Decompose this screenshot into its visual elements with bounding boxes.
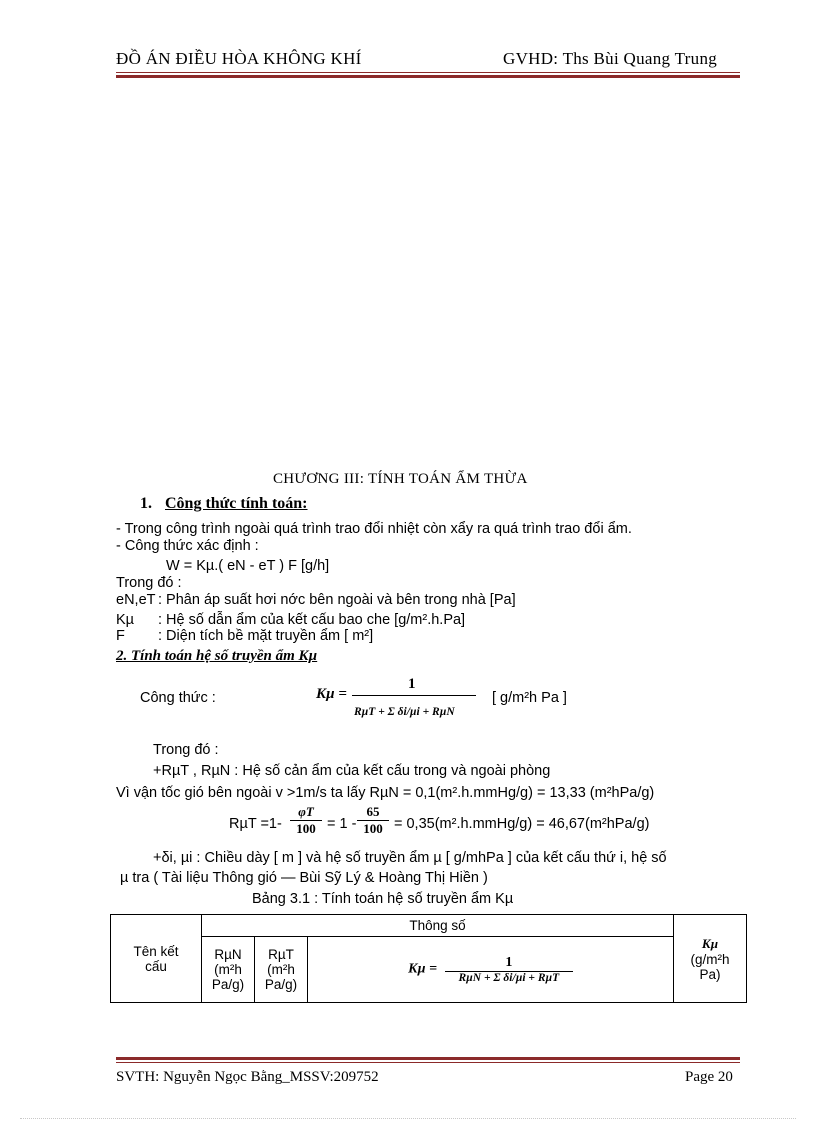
rt-prefix: RµT =1- (229, 816, 282, 832)
rmn-header: RµN (m²h Pa/g) (202, 937, 255, 1003)
rt-fraction-1 (290, 804, 322, 837)
k-formula-lhs: Kµ = (316, 686, 347, 702)
def-k-text: : Hệ số dẫn ẩm của kết cấu bao che [g/m².h.Pa] (158, 612, 466, 628)
rt-frac1-den: 100 (296, 821, 316, 836)
def-e-symbol: eN,eT (116, 592, 156, 608)
section1-number: 1. (140, 495, 152, 512)
k-formula-cell (308, 937, 674, 1003)
intro-line: - Trong công trình ngoài quá trình trao đổi nhiệt còn xẩy ra quá trình trao đổi ẩm. (116, 521, 632, 537)
rt-result: = 0,35(m².h.mmHg/g) = 46,67(m²hPa/g) (394, 816, 650, 832)
table-k-lhs: Kµ = (408, 961, 438, 977)
rt-frac2-den: 100 (363, 821, 383, 836)
rt-frac1-num: φT (290, 804, 322, 821)
chapter-title: CHƯƠNG III: TÍNH TOÁN ẨM THỪA (273, 471, 528, 487)
section2-title: 2. Tính toán hệ số truyền ẩm Kµ (116, 648, 318, 664)
table-k-num: 1 (445, 955, 573, 972)
footer-page-number: Page 20 (685, 1069, 733, 1085)
k-col-symbol: Kµ (701, 935, 719, 951)
k-column-header (674, 915, 747, 1003)
rt-frac2-num: 65 (357, 804, 389, 821)
page-edge-dots (20, 1118, 796, 1119)
def-f-symbol: F (116, 628, 125, 644)
k-formula-fraction-bar (352, 695, 476, 696)
k-formula-numerator: 1 (408, 676, 416, 692)
rmt-header: RµT (m²h Pa/g) (255, 937, 308, 1003)
k-col-unit: (g/m²h Pa) (690, 951, 730, 982)
velocity-line: Vì vận tốc gió bên ngoài v >1m/s ta lấy RµN = 0,1(m².h.mmHg/g) = 13,33 (m²hPa/g) (116, 785, 655, 801)
moisture-formula: W = Kµ.( eN - eT ) F [g/h] (166, 558, 330, 574)
formula-intro: - Công thức xác định : (116, 538, 259, 554)
col-name-header: Tên kết cấu (111, 915, 202, 1003)
header-rule-top (116, 72, 740, 73)
trong-do-2: Trong đó : (153, 742, 219, 758)
footer-rule-bottom (116, 1062, 740, 1063)
table-k-den: RµN + Σ δi/µi + RµT (458, 972, 560, 984)
header-left: ĐỒ ÁN ĐIỀU HÒA KHÔNG KHÍ (116, 49, 362, 68)
table-caption: Bảng 3.1 : Tính toán hệ số truyền ẩm Kµ (252, 891, 514, 907)
rt-fraction-2 (357, 804, 389, 837)
group-header: Thông số (202, 915, 674, 937)
delta-line: +δi, µi : Chiều dày [ m ] và hệ số truyền ẩm µ [ g/mhPa ] của kết cấu thứ i, hệ số (153, 850, 667, 866)
header-right: GVHD: Ths Bùi Quang Trung (503, 49, 718, 68)
mu-source-line: µ tra ( Tài liệu Thông gió — Bùi Sỹ Lý & Hoàng Thị Hiền ) (120, 870, 488, 886)
def-f-text: : Diện tích bề mặt truyền ẩm [ m²] (158, 628, 374, 644)
header-rule-bottom (116, 75, 740, 78)
table-k-fraction (445, 955, 573, 984)
trong-do-1: Trong đó : (116, 575, 182, 591)
resistance-line: +RµT , RµN : Hệ số cản ẩm của kết cấu trong và ngoài phòng (153, 763, 551, 779)
rt-mid: = 1 - (327, 816, 357, 832)
moisture-table (110, 914, 747, 1003)
footer-left: SVTH: Nguyễn Ngọc Bằng_MSSV:209752 (116, 1069, 379, 1085)
footer-rule-top (116, 1057, 740, 1060)
def-k-symbol: Kµ (116, 612, 135, 628)
section1-title: Công thức tính toán: (165, 495, 308, 512)
def-e-text: : Phân áp suất hơi nớc bên ngoài và bên trong nhà [Pa] (158, 592, 516, 608)
k-formula-unit: [ g/m²h Pa ] (492, 690, 567, 706)
k-formula-denominator: RµT + Σ δi/µi + RµN (354, 706, 455, 718)
cong-thuc-label: Công thức : (140, 690, 216, 706)
